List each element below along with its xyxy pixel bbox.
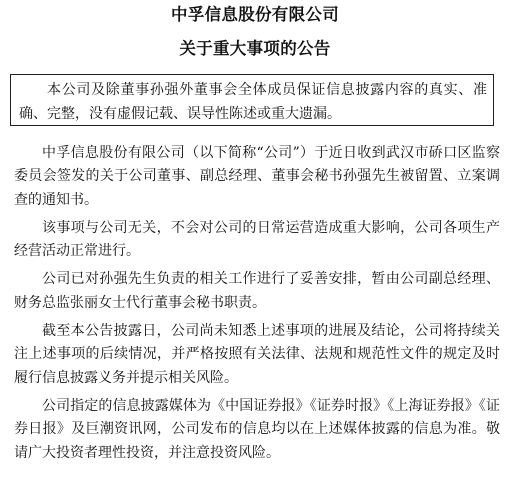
announcement-title: 关于重大事项的公告 <box>179 39 331 58</box>
company-name-heading: 中孚信息股份有限公司 <box>171 5 339 24</box>
paragraph-notice-received: 中孚信息股份有限公司（以下简称“公司”）于近日收到武汉市硚口区监察委员会签发的关于公司董事、副总经理、董事会秘书孙强先生被留置、立案调查的通知书。 <box>14 145 500 208</box>
paragraph-progress-disclosure: 截至本公告披露日，公司尚未知悉上述事项的进展及结论，公司将持续关注上述事项的后续情况，并严格按照有关法律、法规和规范性文件的规定及时履行信息披露义务并提示相关风险。 <box>14 323 500 386</box>
paragraph-designated-media: 公司指定的信息披露媒体为《中国证券报》《证券时报》《上海证券报》《证券日报》及巨潮资讯网，公司发布的信息均以在上述媒体披露的信息为准。敬请广大投资者理性投资，并注意投资风险。 <box>14 397 500 461</box>
paragraph-duty-arrangement: 公司已对孙强先生负责的相关工作进行了妥善安排，暂由公司副总经理、财务总监张丽女士代行董事会秘书职责。 <box>14 271 500 311</box>
announcement-body <box>14 142 500 470</box>
board-guarantee-statement: 本公司及除董事孙强外董事会全体成员保证信息披露内容的真实、准确、完整，没有虚假记载、误导性陈述或重大遗漏。 <box>10 74 494 126</box>
paragraph-no-impact: 该事项与公司无关，不会对公司的日常运营造成重大影响，公司各项生产经营活动正常进行。 <box>14 219 500 260</box>
